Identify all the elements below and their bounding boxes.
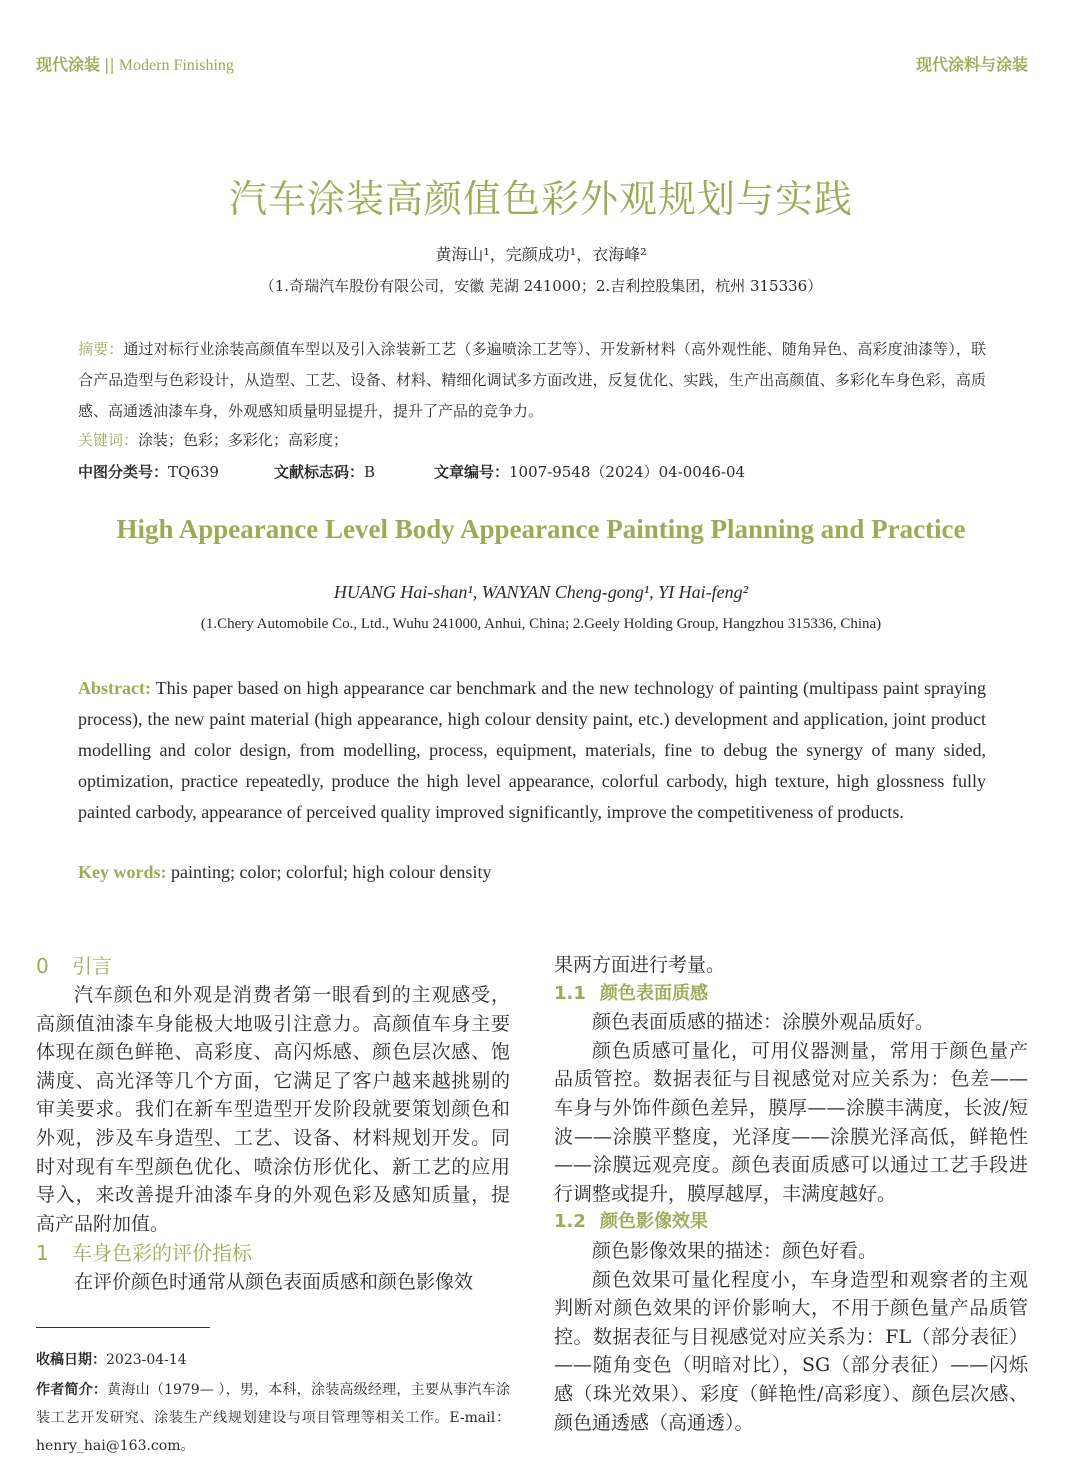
doc-code-value: B — [364, 463, 376, 481]
footnote-author-bio — [36, 1376, 510, 1460]
subsection-1-2-number: 1.2 — [554, 1211, 586, 1233]
clc-label: 中图分类号： — [78, 463, 169, 481]
authors-cn: 黄海山¹，完颜成功¹，衣海峰² — [435, 245, 647, 264]
subsection-1-1-heading — [554, 980, 1028, 1009]
author-bio-text: 黄海山（1979— ），男，本科，涂装高级经理，主要从事汽车涂装工艺开发研究、涂装生产线规划建设与项目管理等相关工作。E-mail：henry_hai@163.com。 — [36, 1382, 511, 1454]
doc-code-label: 文献标志码： — [274, 463, 365, 481]
subsection-1-1-title: 颜色表面质感 — [600, 982, 708, 1004]
keywords-en — [78, 857, 986, 888]
subsection-1-2-heading — [554, 1208, 1028, 1237]
keywords-cn — [78, 426, 986, 454]
received-date-value: 2023-04-14 — [106, 1352, 187, 1368]
section-0-paragraph: 汽车颜色和外观是消费者第一眼看到的主观感受，高颜值油漆车身能极大地吸引注意力。高颜值车身主要体现在颜色鲜艳、高彩度、高闪烁感、颜色层次感、饱满度、高光泽等几个方面，它满足了客户越来越挑剔的审美要求。我们在新车型造型开发阶段就要策划颜色和外观，涉及车身造型、工艺、设备、材料规划开发。同时对现有车型颜色优化、喷涂仿形优化、新工艺的应用导入，来改善提升油漆车身的外观色彩及感知质量，提高产品附加值。 — [36, 984, 510, 1235]
keywords-cn-text: 涂装；色彩；多彩化；高彩度； — [138, 431, 349, 449]
authors-en: HUANG Hai-shan¹, WANYAN Cheng-gong¹, YI Hai-feng² — [333, 582, 749, 602]
footnote-received — [36, 1346, 510, 1374]
journal-header-left — [36, 52, 234, 75]
section-0-title: 引言 — [72, 954, 112, 978]
subsection-1-2-paragraph-2: 颜色效果可量化程度小，车身造型和观察者的主观判断对颜色效果的评价影响大，不用于颜色量产品质管控。数据表征与目视感觉对应关系为：FL（部分表征）——随角变色（明暗对比），SG（部分表征）——闪烁感（珠光效果）、彩度（鲜艳性/高彩度）、颜色层次感、颜色通透感（高通透）。 — [554, 1268, 1028, 1434]
section-1-title: 车身色彩的评价指标 — [72, 1241, 252, 1266]
author-bio-label: 作者简介： — [36, 1382, 108, 1398]
section-1-number: 1 — [36, 1241, 49, 1266]
abstract-cn-label: 摘要： — [78, 340, 124, 358]
subsection-1-1-paragraph-2: 颜色质感可量化，可用仪器测量，常用于颜色量产品质管控。数据表征与目视感觉对应关系为：色差——车身与外饰件颜色差异，膜厚——涂膜丰满度，长波/短波——涂膜平整度，光泽度——涂膜光泽高低，鲜艳性——涂膜远观亮度。颜色表面质感可以通过工艺手段进行调整或提升，膜厚越厚，丰满度越好。 — [554, 1039, 1028, 1205]
abstract-cn-text: 通过对标行业涂装高颜值车型以及引入涂装新工艺（多遍喷涂工艺等）、开发新材料（高外观性能、随角异色、高彩度油漆等），联合产品造型与色彩设计，从造型、工艺、设备、材料、精细化调试多方面改进，反复优化、实践，生产出高颜值、多彩化车身色彩，高质感、高通透油漆车身，外观感知质量明显提升，提升了产品的竞争力。 — [78, 340, 986, 420]
paper-title-cn: 汽车涂装高颜值色彩外观规划与实践 — [228, 177, 853, 221]
subsection-1-1-paragraph-1: 颜色表面质感的描述：涂膜外观品质好。 — [592, 1011, 935, 1034]
section-1-heading — [36, 1238, 510, 1268]
subsection-1-1-number: 1.1 — [554, 982, 586, 1004]
subsection-1-2-title: 颜色影像效果 — [600, 1211, 708, 1233]
abstract-en — [78, 673, 986, 828]
right-column — [554, 951, 1028, 1437]
article-no-value: 1007-9548（2024）04-0046-04 — [509, 463, 746, 481]
paper-title-en: High Appearance Level Body Appearance Painting Planning and Practice — [116, 514, 966, 544]
section-0-heading — [36, 951, 510, 981]
left-column — [36, 951, 510, 1297]
journal-header-right: 现代涂料与涂装 — [915, 55, 1028, 74]
keywords-en-text: painting; color; colorful; high colour density — [171, 862, 492, 882]
article-no-label: 文章编号： — [434, 463, 510, 481]
journal-name-cn: 现代涂装 — [36, 55, 101, 74]
abstract-en-text: This paper based on high appearance car benchmark and the new technology of painting (multipass paint spraying process), the new paint material (high appearance, high colour density paint, etc.) development and application, joint product modelling and color design, from modelling, process, equipment, materials, fine to debug the synergy of many sided, optimization, practice repeatedly, produce the high level appearance, colorful carbody, high texture, high glossness fully painted carbody, appearance of perceived quality improved significantly, improve the competitiveness of products. — [78, 678, 986, 822]
keywords-cn-label: 关键词： — [78, 431, 139, 449]
footnote-divider — [36, 1327, 210, 1328]
abstract-cn — [78, 334, 986, 427]
section-0-number: 0 — [36, 954, 49, 978]
journal-name-en: Modern Finishing — [118, 57, 234, 74]
classification-line — [78, 458, 986, 486]
section-1-paragraph: 在评价颜色时通常从颜色表面质感和颜色影像效 — [74, 1271, 474, 1294]
affiliation-en: (1.Chery Automobile Co., Ltd., Wuhu 241000, Anhui, China; 2.Geely Holding Group, Hangzhou 315336, China) — [200, 616, 882, 632]
received-date-label: 收稿日期： — [36, 1352, 106, 1368]
abstract-en-label: Abstract: — [78, 678, 151, 698]
journal-separator: || — [104, 55, 115, 74]
affiliation-cn: （1.奇瑞汽车股份有限公司，安徽 芜湖 241000；2.吉利控股集团，杭州 315336） — [259, 277, 823, 295]
continued-paragraph: 果两方面进行考量。 — [554, 954, 726, 976]
keywords-en-label: Key words: — [78, 862, 167, 882]
clc-value: TQ639 — [168, 463, 219, 481]
subsection-1-2-paragraph-1: 颜色影像效果的描述：颜色好看。 — [592, 1239, 878, 1262]
